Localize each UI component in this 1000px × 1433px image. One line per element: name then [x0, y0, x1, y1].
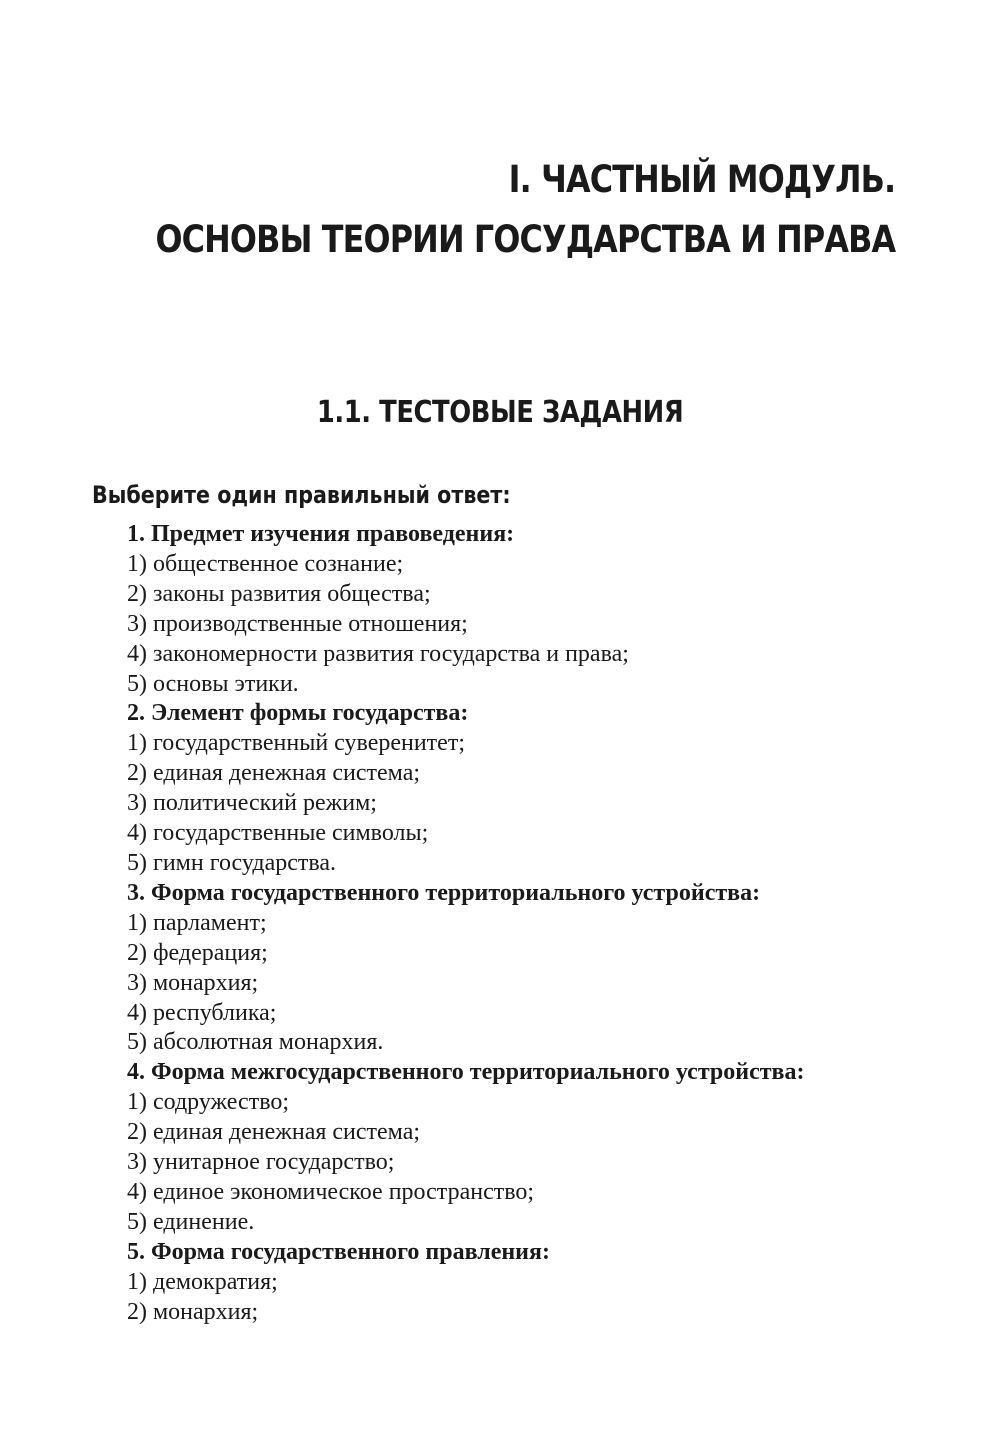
question-4: [127, 1058, 804, 1237]
answer-option: 2) монархия;: [127, 1298, 259, 1325]
chapter-title-line-2: ОСНОВЫ ТЕОРИИ ГОСУДАРСТВА И ПРАВА: [155, 218, 895, 261]
answer-option: 1) демократия;: [127, 1268, 278, 1295]
section-title: [0, 393, 1000, 433]
answer-option: 3) монархия;: [127, 969, 259, 996]
answer-option: 4) республика;: [127, 999, 277, 1026]
question-5: [127, 1238, 804, 1328]
answer-option: 2) единая денежная система;: [127, 1119, 421, 1146]
question-list: [127, 520, 804, 1327]
answer-option: 2) единая денежная система;: [127, 760, 421, 787]
question-title: 3. Форма государственного территориального устройства:: [127, 879, 761, 906]
answer-option: 1) государственный суверенитет;: [127, 730, 465, 757]
answer-option: 1) общественное сознание;: [127, 550, 404, 577]
answer-option: 4) закономерности развития государства и права;: [127, 640, 629, 667]
question-title: 4. Форма межгосударственного территориального устройства:: [127, 1059, 805, 1086]
answer-option: 5) абсолютная монархия.: [127, 1029, 384, 1056]
answer-option: 4) государственные символы;: [127, 820, 429, 847]
answer-option: 3) унитарное государство;: [127, 1149, 395, 1176]
answer-option: 2) федерация;: [127, 939, 268, 966]
instruction-text: Выберите один правильный ответ:: [92, 481, 511, 509]
answer-option: 1) парламент;: [127, 909, 267, 936]
question-2: [127, 699, 804, 878]
chapter-title: [155, 150, 895, 270]
answer-option: 3) производственные отношения;: [127, 610, 468, 637]
answer-option: 4) единое экономическое пространство;: [127, 1178, 535, 1205]
question-title: 2. Элемент формы государства:: [127, 700, 469, 727]
chapter-title-line-1: I. ЧАСТНЫЙ МОДУЛЬ.: [508, 158, 895, 201]
question-1: [127, 520, 804, 699]
answer-option: 2) законы развития общества;: [127, 580, 431, 607]
question-title: 1. Предмет изучения правоведения:: [127, 521, 515, 547]
answer-option: 3) политический режим;: [127, 790, 377, 817]
answer-option: 5) единение.: [127, 1208, 255, 1235]
answer-option: 5) гимн государства.: [127, 849, 337, 876]
question-3: [127, 879, 804, 1058]
section-title-text: 1.1. ТЕСТОВЫЕ ЗАДАНИЯ: [316, 395, 684, 430]
answer-option: 5) основы этики.: [127, 670, 299, 697]
answer-option: 1) содружество;: [127, 1089, 290, 1116]
question-title: 5. Форма государственного правления:: [127, 1238, 550, 1265]
